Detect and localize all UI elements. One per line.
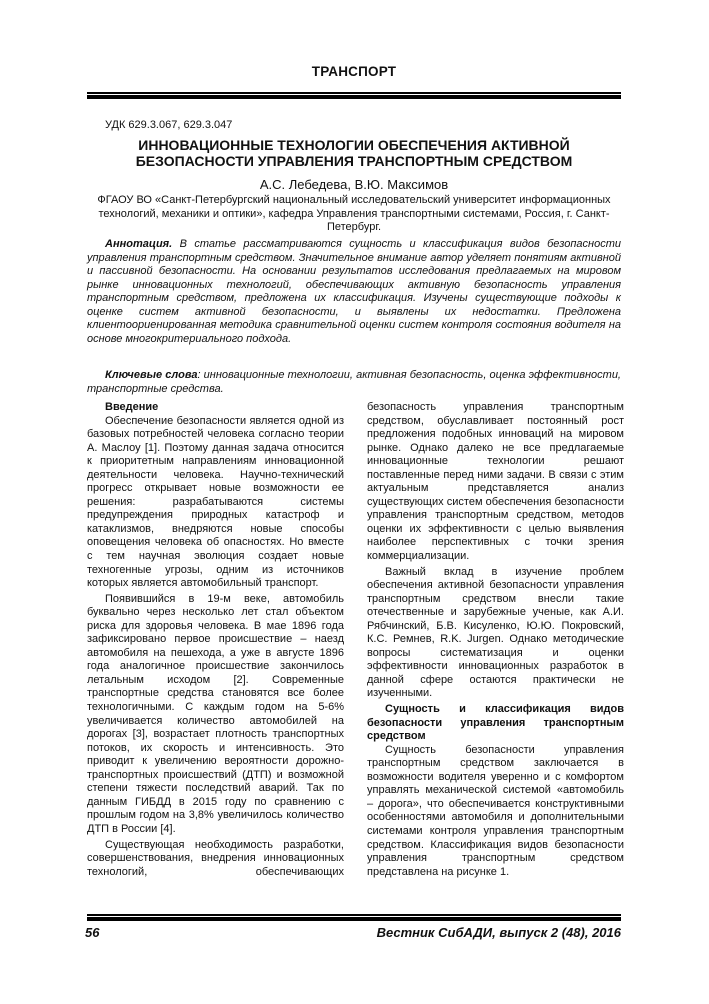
journal-citation: Вестник СибАДИ, выпуск 2 (48), 2016 [376,925,621,940]
article-title [87,137,621,169]
left-column [87,401,344,879]
header-rule [87,92,621,99]
intro-heading: Введение [105,401,159,413]
title-line-1: ИННОВАЦИОННЫЕ ТЕХНОЛОГИИ ОБЕСПЕЧЕНИЯ АКТИВНОЙ [138,137,570,153]
keywords [87,369,621,396]
authors: А.С. Лебедева, В.Ю. Максимов [259,177,449,192]
affiliation: ФГАОУ ВО «Санкт-Петербургский национальный исследовательский университет информационных технологий, механики и оптики», кафедра Управления транспортными системами, Россия, г. Санкт-Петербург. [97,194,611,233]
paragraph: Обеспечение безопасности является одной из базовых потребностей человека согласно теории А. Маслоу [1]. Поэтому данная задача относится к приоритетным направлениям инновационной деятельности человека. Научно-технический прогресс открывает новые возможности ее решения: разрабатываются системы предупреждения природных катастроф и катаклизмов, внедряются новые способы оповещения человека об опасностях. Но вместе с тем научная эволюция создает новые техногенные угрозы, одним из источников которых является автомобильный транспорт. [87,414,344,590]
section-heading: Сущность и классификация видов безопасности управления транспортным средством [367,703,624,743]
paragraph: Важный вклад в изучение проблем обеспечения активной безопасности управления транспортным средством внесли такие отечественные и зарубежные ученые, как А.И. Рябчинский, Б.В. Кисуленко, Ю.Ю. Покровский, К.С. Ремнев, R.K. Jurgen. Однако методические вопросы систематизация и оценки эффективности инновационных разработок в данной сфере остаются практически не изученными. [367,565,624,700]
paragraph: Сущность безопасности управления транспортным средством заключается в возможности водителя уверенно и с комфортом управлять механической системой «автомобиль – дорога», что обеспечивается конструктивными особенностями автомобиля и дополнительными системами контроля управления транспортным средством. Классификация видов безопасности управления транспортным средством представлена на рисунке 1. [367,743,624,878]
keywords-label: Ключевые слова [105,369,198,381]
udk-code: УДК 629.3.067, 629.3.047 [105,119,233,131]
abstract-text: В статье рассматриваются сущность и классификация видов безопасности управления транспортным средством. Значительное внимание автор уделяет понятиям активной и пассивной безопасности. На основании результатов исследования предлагаемых на мировом рынке инновационных технологий, обеспечивающих активную безопасность управления транспортным средством, предложена их классификация. Изучены существующие подходы к оценке систем активной безопасности, и выявлены их недостатки. Предложена клиентоориенированная методика сравнительной оценки систем контроля состояния водителя на основе многокритериального подхода. [87,238,621,345]
page-number: 56 [85,925,100,940]
paragraph: Существующая необходимость разработки, совершенствования, внедрения инновационных технологий, обеспечивающих [87,838,344,878]
abstract-label: Аннотация. [105,238,173,250]
title-line-2: БЕЗОПАСНОСТИ УПРАВЛЕНИЯ ТРАНСПОРТНЫМ СРЕДСТВОМ [135,153,573,169]
abstract [87,238,621,346]
right-column [367,401,624,881]
running-header-section: ТРАНСПОРТ [311,64,397,79]
keywords-text: : инновационные технологии, активная безопасность, оценка эффективности, транспортные средства. [87,369,621,395]
paragraph: безопасность управления транспортным средством, обуславливает постоянный рост предложения подобных инноваций на мировом рынке. Однако далеко не все предлагаемые инновационные технологии решают поставленные перед ними задачи. В связи с этим актуальным представляется анализ существующих систем обеспечения безопасности управления транспортным средством, методов оценки их эффективности с целью выявления наиболее перспективных с точки зрения коммерциализации. [367,401,624,563]
footer-rule [87,914,621,921]
paragraph: Появившийся в 19-м веке, автомобиль буквально через несколько лет стал объектом риска для здоровья человека. В мае 1896 года зафиксировано первое происшествие – наезд автомобиля на пешехода, а уже в августе 1896 года аналогичное происшествие закончилось летальным исходом [2]. Современные транспортные средства становятся все более технологичными. С каждым годом на 5-6% увеличивается количество автомобилей на дорогах [3], возрастает плотность транспортных потоков, их скорость и интенсивность. Это приводит к увеличению вероятности дорожно-транспортных происшествий (ДТП) и возможной степени тяжести последствий аварий. Так по данным ГИБДД в 2015 году по сравнению с прошлым годом на 3,8% увеличилось количество ДТП в России [4]. [87,592,344,835]
